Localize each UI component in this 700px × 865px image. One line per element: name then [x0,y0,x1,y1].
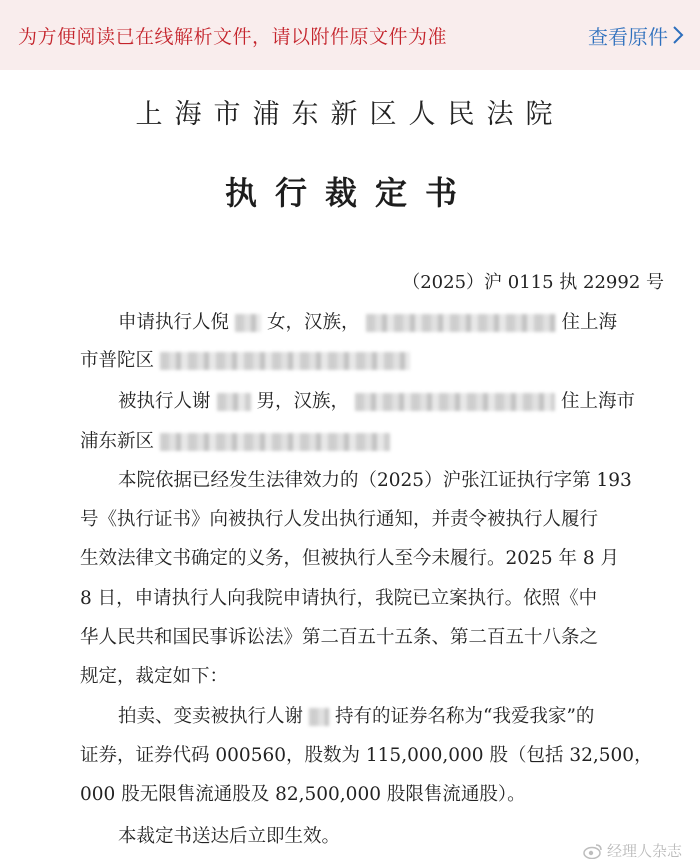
redacted-address [160,352,410,370]
text-line [118,387,635,413]
chevron-right-icon [672,25,684,45]
ruling-start: 拍卖、变卖被执行人谢 [118,706,304,727]
notice-message: 为方便阅读已在线解析文件，请以附件原文件为准 [18,25,448,48]
text-line [80,427,396,453]
text-line: 规定，裁定如下： [80,666,229,687]
redacted-id [366,314,556,332]
watermark [583,840,682,861]
text-line: 生效法律文书确定的义务，但被执行人至今未履行。2025 年 8 月 [80,548,619,569]
document-title: 执行裁定书 [224,174,475,212]
view-original-button[interactable] [588,21,684,50]
text-line [118,702,594,728]
weibo-logo-icon [583,843,603,859]
view-original-label: 查看原件 [588,24,668,49]
document-page [0,70,700,865]
case-number: （2025）沪 0115 执 22992 号 [402,272,664,293]
respondent-prefix: 被执行人谢 [118,391,211,412]
redacted-address [160,433,390,451]
notice-bar [0,0,700,70]
applicant-prefix: 申请执行人倪 [118,312,230,333]
text-line: 本裁定书送达后立即生效。 [118,826,341,847]
redacted-name [217,393,251,411]
text-line [118,308,617,334]
court-name: 上海市浦东新区人民法院 [135,99,565,130]
text-line: 000 股无限售流通股及 82,500,000 股限售流通股）。 [80,784,526,805]
respondent-address-start: 住上海市 [561,391,636,412]
ruling-continued: 持有的证券名称为“我爱我家”的 [335,706,595,727]
watermark-text: 经理人杂志 [606,842,682,860]
text-line: 本院依据已经发生法律效力的（2025）沪张江证执行字第 193 [118,470,632,491]
redacted-id [355,393,555,411]
applicant-address-start: 住上海 [561,312,618,333]
text-line: 8 日，申请执行人向我院申请执行，我院已立案执行。依照《中 [80,588,598,609]
redacted-name [235,314,261,332]
text-line: 华人民共和国民事诉讼法》第二百五十五条、第二百五十八条之 [80,627,599,648]
redacted-name [309,708,329,726]
respondent-info: 男，汉族， [256,391,350,412]
applicant-info: 女，汉族， [267,312,360,333]
applicant-address-district: 市普陀区 [80,350,155,371]
text-line: 证券，证券代码 000560，股数为 115,000,000 股（包括 32,500， [80,745,653,766]
text-line: 号《执行证书》向被执行人发出执行通知，并责令被执行人履行 [80,509,599,530]
respondent-address-district: 浦东新区 [80,431,155,452]
text-line [80,346,416,372]
